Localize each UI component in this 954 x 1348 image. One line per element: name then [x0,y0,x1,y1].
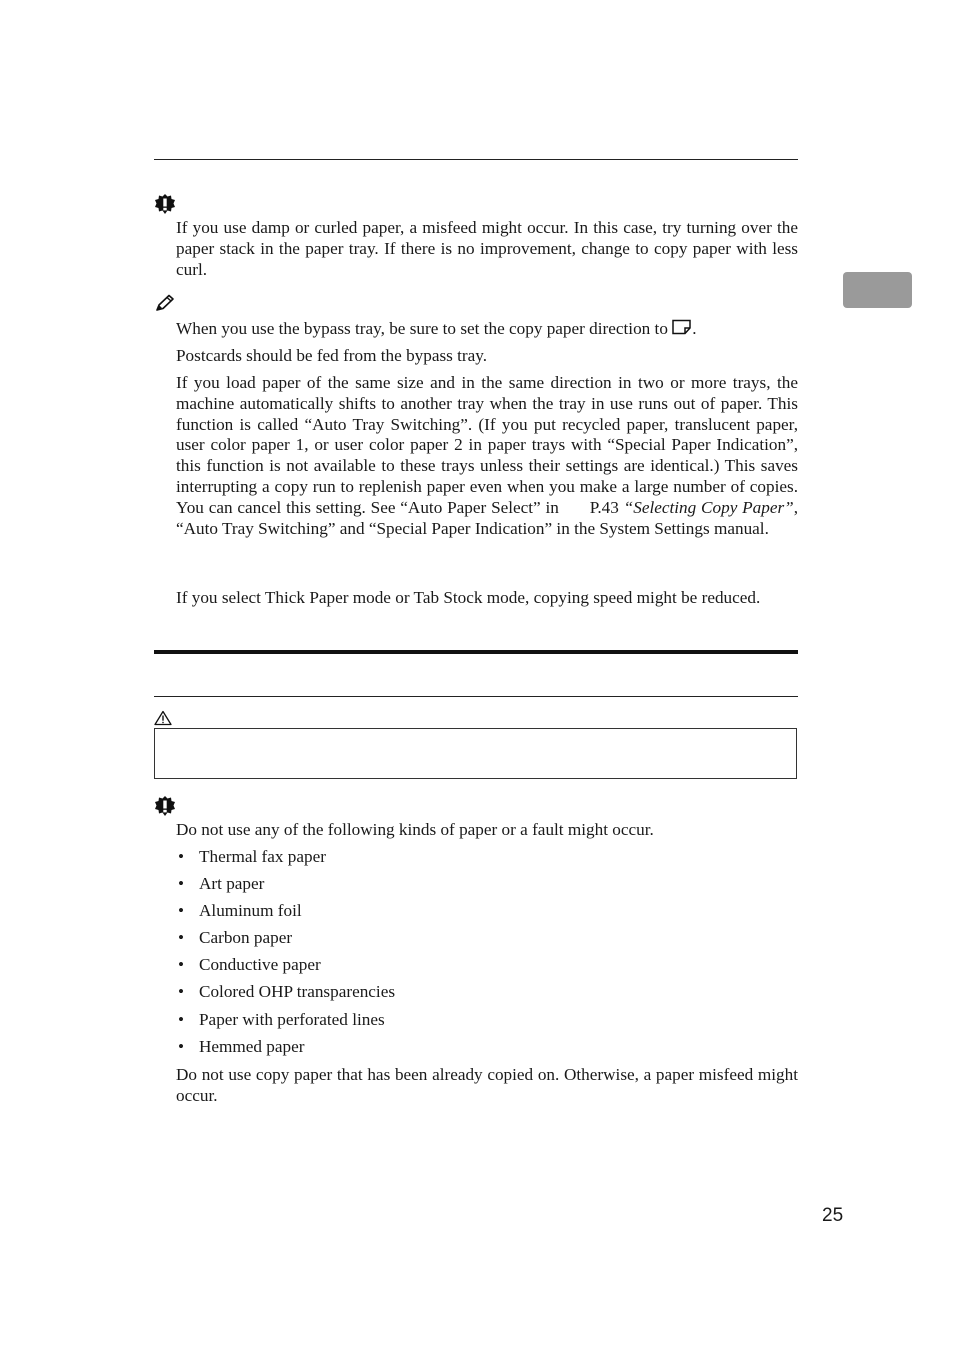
bullet: • [178,1009,185,1029]
note-auto-tray-text: If you load paper of the same size and in the same direction in two or more trays, the machine automatically shifts to another tray when the tray in use runs out of paper. This function is called “Auto Tray Switching”. (If you put recycled paper, translucent paper, user color paper 1, or user color paper 2 in paper trays with “Special Paper Indication”, this function is not available to these trays unless their settings are identical.) This saves interrupting a copy run to replenish paper even when you make a large number of copies. You can cancel this setting. See “Auto Paper Select” in [176,373,798,517]
important-already-copied-paper: Do not use copy paper that has been already copied on. Otherwise, a paper misfeed might occur. [176,1065,798,1105]
reference-title: “Selecting Copy Paper” [623,497,794,517]
list-item-text: Thermal fax paper [199,847,326,866]
list-item-text: Conductive paper [199,955,321,975]
note-thick-paper: If you select Thick Paper mode or Tab Stock mode, copying speed might be reduced. [176,588,761,607]
subsection-rule [154,696,798,697]
list-item [176,900,395,927]
chapter-tab [843,272,912,308]
list-item [176,927,395,954]
bullet: • [178,901,185,921]
list-item [176,1036,395,1063]
unusable-paper-list [176,846,395,1063]
note-auto-tray-switching [176,373,798,539]
important-icon [154,193,176,215]
important-paragraph-curled-paper: If you use damp or curled paper, a misfeed might occur. In this case, try turning over the paper stack in the paper tray. If there is no improvement, change to copy paper with less curl. [176,218,798,279]
list-item [176,981,395,1008]
note-pencil-icon [155,294,175,312]
important-paper-types-intro: Do not use any of the following kinds of paper or a fault might occur. [176,820,654,839]
note-bypass-direction [176,319,798,340]
caution-box [154,728,797,779]
note-bypass-text: When you use the bypass tray, be sure to set the copy paper direction to [176,319,668,338]
list-item-text: Paper with perforated lines [199,1009,385,1029]
note-auto-tray-tail: , “Auto Tray Switching” and “Special Paper Indication” in the System Settings manual. [176,497,798,538]
section-divider-thick [154,650,798,654]
list-item [176,846,395,873]
list-item [176,1009,395,1036]
list-item-text: Hemmed paper [199,1036,305,1056]
list-item-text: Art paper [199,874,265,894]
list-item-text: Aluminum foil [199,901,302,921]
bullet: • [178,955,185,975]
bullet: • [178,982,185,1002]
bullet: • [178,1036,185,1056]
warning-triangle-icon [154,710,172,726]
section-top-rule [154,159,798,160]
page-number: 25 [822,1205,844,1226]
list-item [176,873,395,900]
bullet: • [178,928,185,948]
note-bypass-end: . [692,319,697,338]
reference-page: P.43 [589,497,619,517]
list-item-text: Colored OHP transparencies [199,982,396,1002]
paper-direction-icon [672,319,692,335]
list-item-text: Carbon paper [199,928,293,948]
bullet: • [178,874,185,894]
list-item [176,954,395,981]
bullet: • [178,847,185,866]
note-postcards: Postcards should be fed from the bypass tray. [176,346,488,365]
important-icon [154,795,176,817]
